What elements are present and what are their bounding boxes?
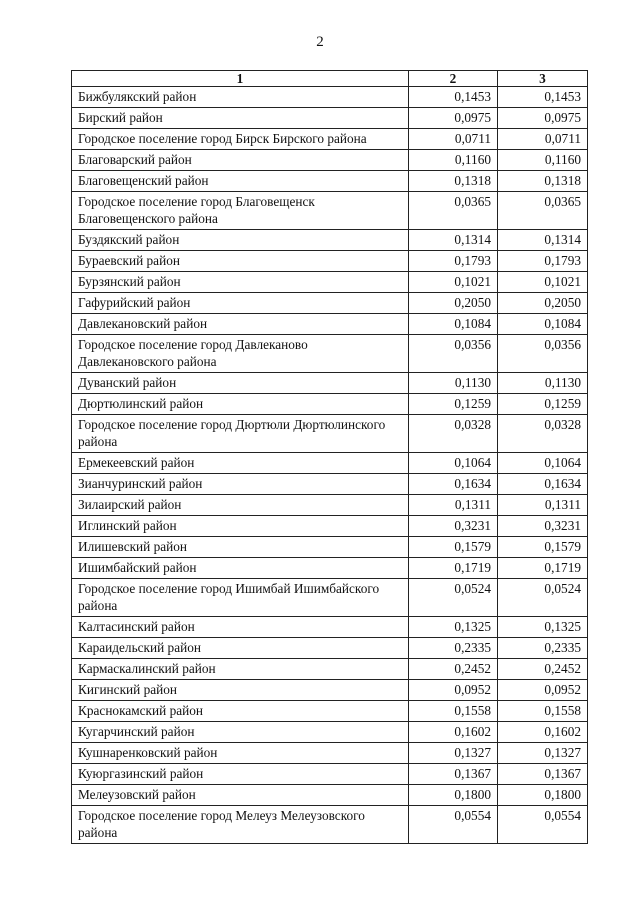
- territory-name-cell: Благоварский район: [72, 150, 409, 171]
- value-col2-cell: 0,1453: [409, 87, 498, 108]
- territory-name-cell: Мелеузовский район: [72, 785, 409, 806]
- value-col2-cell: 0,1367: [409, 764, 498, 785]
- territory-name-cell: Благовещенский район: [72, 171, 409, 192]
- territory-name-cell: Бураевский район: [72, 251, 409, 272]
- territory-name-cell: Городское поселение город Благовещенск Благовещенского района: [72, 192, 409, 230]
- table-row: [72, 495, 588, 516]
- table-row: [72, 785, 588, 806]
- territory-name-cell: Бирский район: [72, 108, 409, 129]
- territory-name-cell: Бижбулякский район: [72, 87, 409, 108]
- table-row: [72, 638, 588, 659]
- column-header-3: 3: [498, 71, 588, 87]
- value-col2-cell: 0,1084: [409, 314, 498, 335]
- value-col3-cell: 0,0365: [498, 192, 588, 230]
- table-row: [72, 192, 588, 230]
- coefficients-table: [71, 70, 588, 844]
- territory-name-cell: Калтасинский район: [72, 617, 409, 638]
- value-col3-cell: 0,1064: [498, 453, 588, 474]
- value-col2-cell: 0,1602: [409, 722, 498, 743]
- value-col2-cell: 0,2452: [409, 659, 498, 680]
- value-col2-cell: 0,0975: [409, 108, 498, 129]
- value-col3-cell: 0,1453: [498, 87, 588, 108]
- territory-name-cell: Бурзянский район: [72, 272, 409, 293]
- territory-name-cell: Ермекеевский район: [72, 453, 409, 474]
- territory-name-cell: Городское поселение город Ишимбай Ишимбайского района: [72, 579, 409, 617]
- value-col2-cell: 0,1259: [409, 394, 498, 415]
- territory-name-cell: Кигинский район: [72, 680, 409, 701]
- value-col3-cell: 0,0328: [498, 415, 588, 453]
- value-col3-cell: 0,0711: [498, 129, 588, 150]
- table-row: [72, 293, 588, 314]
- column-header-1: 1: [72, 71, 409, 87]
- table-row: [72, 680, 588, 701]
- territory-name-cell: Буздякский район: [72, 230, 409, 251]
- value-col3-cell: 0,1800: [498, 785, 588, 806]
- value-col2-cell: 0,3231: [409, 516, 498, 537]
- territory-name-cell: Куюргазинский район: [72, 764, 409, 785]
- value-col3-cell: 0,3231: [498, 516, 588, 537]
- value-col3-cell: 0,1558: [498, 701, 588, 722]
- value-col2-cell: 0,1793: [409, 251, 498, 272]
- value-col2-cell: 0,2335: [409, 638, 498, 659]
- table-row: [72, 516, 588, 537]
- table-row: [72, 743, 588, 764]
- table-row: [72, 415, 588, 453]
- territory-name-cell: Городское поселение город Бирск Бирского района: [72, 129, 409, 150]
- value-col2-cell: 0,2050: [409, 293, 498, 314]
- table-row: [72, 129, 588, 150]
- value-col3-cell: 0,1579: [498, 537, 588, 558]
- value-col2-cell: 0,1800: [409, 785, 498, 806]
- value-col2-cell: 0,1314: [409, 230, 498, 251]
- value-col2-cell: 0,0356: [409, 335, 498, 373]
- table-row: [72, 230, 588, 251]
- territory-name-cell: Давлекановский район: [72, 314, 409, 335]
- value-col2-cell: 0,1318: [409, 171, 498, 192]
- value-col3-cell: 0,0952: [498, 680, 588, 701]
- table-row: [72, 150, 588, 171]
- territory-name-cell: Гафурийский район: [72, 293, 409, 314]
- value-col3-cell: 0,1160: [498, 150, 588, 171]
- value-col3-cell: 0,1367: [498, 764, 588, 785]
- value-col3-cell: 0,1084: [498, 314, 588, 335]
- value-col3-cell: 0,0975: [498, 108, 588, 129]
- value-col2-cell: 0,0554: [409, 806, 498, 844]
- value-col2-cell: 0,1325: [409, 617, 498, 638]
- value-col3-cell: 0,1327: [498, 743, 588, 764]
- value-col2-cell: 0,1130: [409, 373, 498, 394]
- value-col3-cell: 0,1314: [498, 230, 588, 251]
- table-header-row: [72, 71, 588, 87]
- territory-name-cell: Зианчуринский район: [72, 474, 409, 495]
- table-row: [72, 251, 588, 272]
- value-col2-cell: 0,0365: [409, 192, 498, 230]
- territory-name-cell: Краснокамский район: [72, 701, 409, 722]
- value-col2-cell: 0,1579: [409, 537, 498, 558]
- territory-name-cell: Ишимбайский район: [72, 558, 409, 579]
- table-row: [72, 394, 588, 415]
- territory-name-cell: Кушнаренковский район: [72, 743, 409, 764]
- value-col3-cell: 0,2335: [498, 638, 588, 659]
- value-col2-cell: 0,1558: [409, 701, 498, 722]
- value-col2-cell: 0,0711: [409, 129, 498, 150]
- value-col3-cell: 0,0356: [498, 335, 588, 373]
- table-row: [72, 373, 588, 394]
- territory-name-cell: Городское поселение город Давлеканово Давлекановского района: [72, 335, 409, 373]
- table-row: [72, 558, 588, 579]
- value-col3-cell: 0,1311: [498, 495, 588, 516]
- territory-name-cell: Зилаирский район: [72, 495, 409, 516]
- value-col3-cell: 0,0554: [498, 806, 588, 844]
- value-col3-cell: 0,2452: [498, 659, 588, 680]
- value-col3-cell: 0,1602: [498, 722, 588, 743]
- table-row: [72, 272, 588, 293]
- territory-name-cell: Кармаскалинский район: [72, 659, 409, 680]
- territory-name-cell: Илишевский район: [72, 537, 409, 558]
- table-row: [72, 806, 588, 844]
- territory-name-cell: Караидельский район: [72, 638, 409, 659]
- value-col2-cell: 0,1634: [409, 474, 498, 495]
- table-row: [72, 335, 588, 373]
- value-col3-cell: 0,1325: [498, 617, 588, 638]
- value-col3-cell: 0,1793: [498, 251, 588, 272]
- table-row: [72, 764, 588, 785]
- value-col2-cell: 0,1160: [409, 150, 498, 171]
- territory-name-cell: Городское поселение город Дюртюли Дюртюлинского района: [72, 415, 409, 453]
- column-header-2: 2: [409, 71, 498, 87]
- value-col3-cell: 0,1318: [498, 171, 588, 192]
- table-row: [72, 474, 588, 495]
- value-col3-cell: 0,1634: [498, 474, 588, 495]
- table-row: [72, 722, 588, 743]
- territory-name-cell: Кугарчинский район: [72, 722, 409, 743]
- value-col3-cell: 0,1719: [498, 558, 588, 579]
- table-row: [72, 108, 588, 129]
- table-row: [72, 171, 588, 192]
- value-col2-cell: 0,1021: [409, 272, 498, 293]
- value-col2-cell: 0,1311: [409, 495, 498, 516]
- table-row: [72, 453, 588, 474]
- table-row: [72, 87, 588, 108]
- territory-name-cell: Городское поселение город Мелеуз Мелеузовского района: [72, 806, 409, 844]
- value-col3-cell: 0,1259: [498, 394, 588, 415]
- value-col2-cell: 0,1719: [409, 558, 498, 579]
- value-col3-cell: 0,2050: [498, 293, 588, 314]
- territory-name-cell: Иглинский район: [72, 516, 409, 537]
- value-col2-cell: 0,1064: [409, 453, 498, 474]
- table-row: [72, 579, 588, 617]
- table-row: [72, 537, 588, 558]
- value-col3-cell: 0,1130: [498, 373, 588, 394]
- territory-name-cell: Дуванский район: [72, 373, 409, 394]
- value-col3-cell: 0,0524: [498, 579, 588, 617]
- value-col2-cell: 0,0328: [409, 415, 498, 453]
- value-col2-cell: 0,1327: [409, 743, 498, 764]
- value-col2-cell: 0,0952: [409, 680, 498, 701]
- value-col3-cell: 0,1021: [498, 272, 588, 293]
- page-number: 2: [316, 34, 324, 50]
- table-body: [72, 87, 588, 844]
- territory-name-cell: Дюртюлинский район: [72, 394, 409, 415]
- table-row: [72, 659, 588, 680]
- table-row: [72, 701, 588, 722]
- table-row: [72, 314, 588, 335]
- table-row: [72, 617, 588, 638]
- value-col2-cell: 0,0524: [409, 579, 498, 617]
